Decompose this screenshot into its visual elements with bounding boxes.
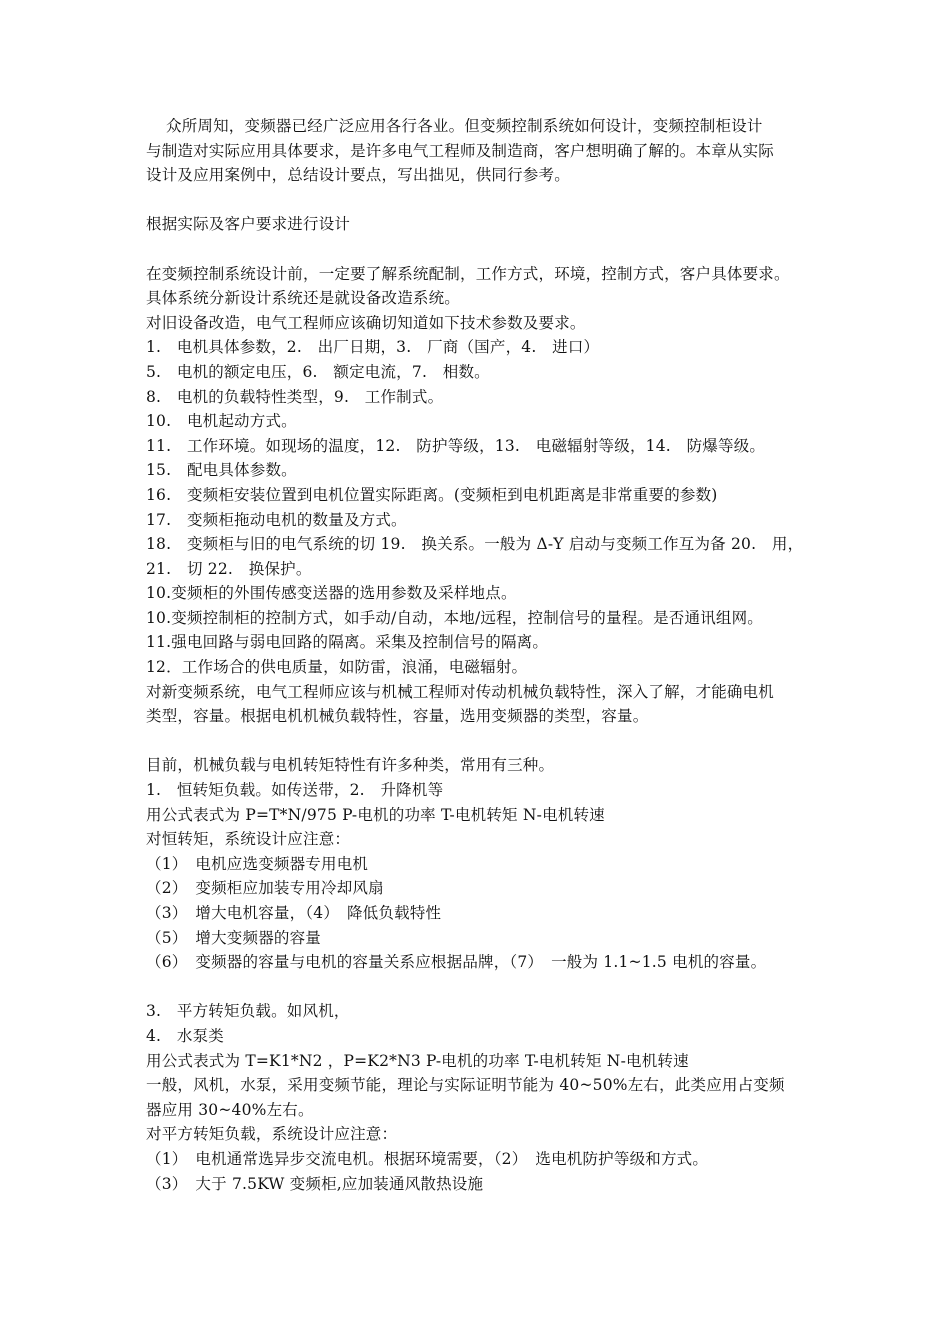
text-line: 一般，风机，水泵，采用变频节能，理论与实际证明节能为 40~50%左右，此类应用占变频 <box>146 1076 785 1095</box>
intro-line-2: 与制造对实际应用具体要求，是许多电气工程师及制造商，客户想明确了解的。本章从实际 <box>146 141 775 160</box>
list-item: 11.强电回路与弱电回路的隔离。采集及控制信号的隔离。 <box>146 633 549 652</box>
text-line: 对新变频系统，电气工程师应该与机械工程师对传动机械负载特性，深入了解，才能确电机 <box>146 682 775 701</box>
list-item: 21. 切 22. 换保护。 <box>146 559 312 578</box>
blank-line <box>146 975 814 1000</box>
section-heading: 根据实际及客户要求进行设计 <box>146 215 351 234</box>
list-item: 8. 电机的负载特性类型，9. 工作制式。 <box>146 387 444 406</box>
text-line: 具体系统分新设计系统还是就设备改造系统。 <box>146 289 461 308</box>
list-item: 17. 变频柜拖动电机的数量及方式。 <box>146 510 407 529</box>
formula-line: 用公式表式为 P=T*N/975 P-电机的功率 T-电机转矩 N-电机转速 <box>146 805 605 824</box>
list-item: （2） 变频柜应加装专用冷却风扇 <box>146 879 384 898</box>
intro-line-1: 众所周知，变频器已经广泛应用各行各业。但变频控制系统如何设计，变频控制柜设计 <box>166 117 763 135</box>
list-item: 1. 恒转矩负载。如传送带，2. 升降机等 <box>146 781 444 800</box>
text-line: 目前，机械负载与电机转矩特性有许多种类，常用有三种。 <box>146 756 555 775</box>
list-item: （5） 增大变频器的容量 <box>146 928 322 947</box>
list-item: 11. 工作环境。如现场的温度，12. 防护等级，13. 电磁辐射等级，14. 防爆等级。 <box>146 436 766 455</box>
text-line: 在变频控制系统设计前，一定要了解系统配制，工作方式，环境，控制方式，客户具体要求。 <box>146 264 790 283</box>
text-line: 类型，容量。根据电机机械负载特性，容量，选用变频器的类型，容量。 <box>146 707 649 726</box>
list-item: 10.变频柜的外围传感变送器的选用参数及采样地点。 <box>146 584 517 603</box>
list-item: 12．工作场合的供电质量，如防雷，浪涌，电磁辐射。 <box>146 658 528 677</box>
list-item: 4. 水泵类 <box>146 1026 224 1045</box>
list-item: 15. 配电具体参数。 <box>146 461 297 480</box>
text-line: 器应用 30~40%左右。 <box>146 1100 314 1119</box>
blank-line <box>146 729 814 754</box>
list-item: 10.变频控制柜的控制方式，如手动/自动，本地/远程，控制信号的量程。是否通讯组网。 <box>146 608 763 627</box>
list-item: （3） 增大电机容量，（4） 降低负载特性 <box>146 904 442 922</box>
blank-line <box>146 237 814 262</box>
list-item: （1） 电机应选变频器专用电机 <box>146 854 369 873</box>
list-item: 3. 平方转矩负载。如风机， <box>146 1002 350 1021</box>
text-line: 对旧设备改造，电气工程师应该确切知道如下技术参数及要求。 <box>146 313 586 332</box>
list-item: 10. 电机起动方式。 <box>146 412 297 431</box>
list-item: 1. 电机具体参数，2. 出厂日期，3. 厂商（国产，4. 进口） <box>146 338 600 357</box>
text-line: 对平方转矩负载，系统设计应注意： <box>146 1125 398 1144</box>
list-item: 5. 电机的额定电压，6. 额定电流，7. 相数。 <box>146 362 490 381</box>
list-item: 18. 变频柜与旧的电气系统的切 19. 换关系。一般为 Δ-Y 启动与变频工作互为备 20. 用， <box>146 535 804 554</box>
formula-line: 用公式表式为 T=K1*N2 ，P=K2*N3 P-电机的功率 T-电机转矩 N-电机转速 <box>146 1051 689 1070</box>
list-item: （6） 变频器的容量与电机的容量关系应根据品牌，（7） 一般为 1.1~1.5 电机的容量。 <box>146 953 767 972</box>
blank-line <box>146 188 814 213</box>
intro-line-3: 设计及应用案例中，总结设计要点，写出拙见，供同行参考。 <box>146 166 570 185</box>
list-item: （3） 大于 7.5KW 变频柜,应加装通风散热设施 <box>146 1174 484 1193</box>
document-body <box>146 114 814 1196</box>
list-item: （1） 电机通常选异步交流电机。根据环境需要，（2） 选电机防护等级和方式。 <box>146 1149 709 1168</box>
text-line: 对恒转矩，系统设计应注意： <box>146 830 351 849</box>
list-item: 16. 变频柜安装位置到电机位置实际距离。(变频柜到电机距离是非常重要的参数) <box>146 485 718 504</box>
